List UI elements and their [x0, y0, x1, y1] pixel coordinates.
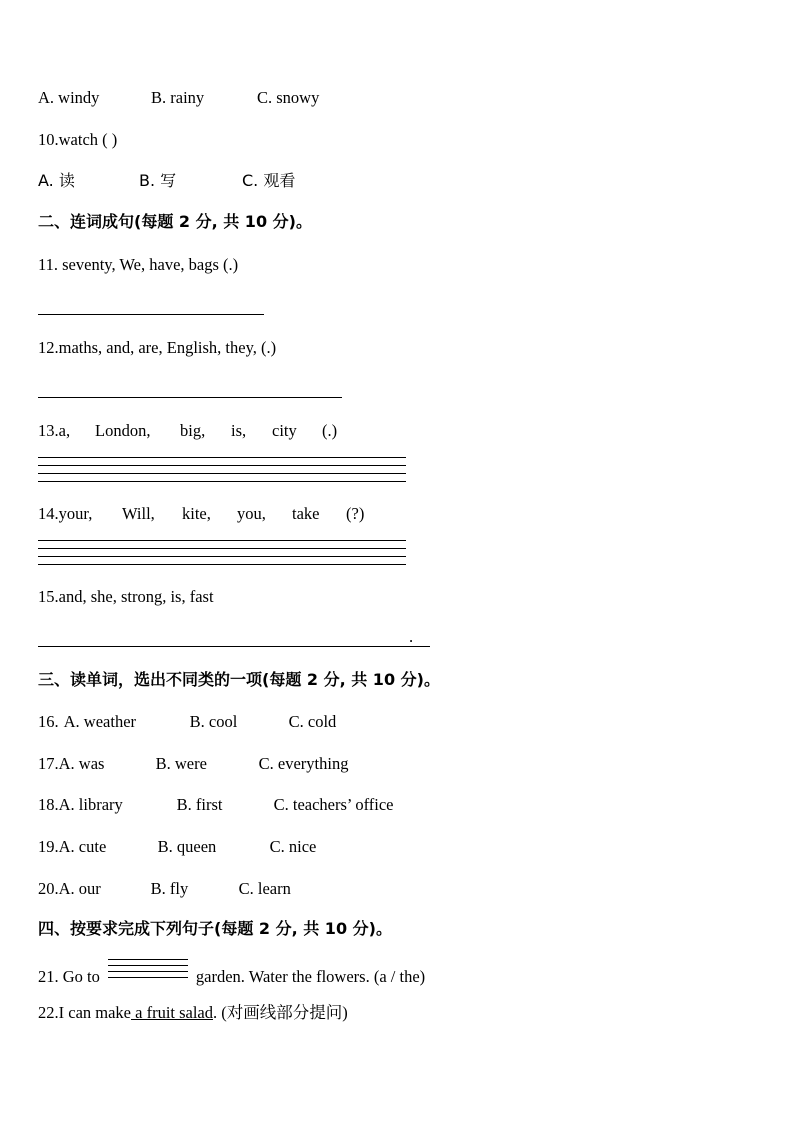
q9-option-a: A. windy: [38, 88, 100, 107]
q13-word: city: [272, 421, 297, 440]
q19-option-b: B. queen: [157, 837, 217, 856]
q9-option-c: C. snowy: [257, 88, 320, 107]
q18-option-b: B. first: [176, 795, 223, 814]
q21-prefix: 21. Go to: [38, 967, 100, 986]
q18-row: [38, 795, 394, 815]
q19-option-c: C. nice: [269, 837, 317, 856]
q21-row: [38, 967, 425, 988]
q10-option-a: A. 读: [38, 171, 75, 190]
q19-number: 19.: [38, 837, 59, 856]
q14-word: you,: [237, 504, 266, 523]
q16-option-c: C. cold: [288, 712, 337, 731]
q22-suffix: . (对画线部分提问): [213, 1003, 348, 1022]
q14-word: Will,: [122, 504, 155, 523]
q9-options: [38, 88, 319, 108]
q11-text: 11. seventy, We, have, bags (.): [38, 255, 239, 274]
q17-option-c: C. everything: [258, 754, 349, 773]
q14-answer-line: [38, 564, 406, 565]
q14-word: (?): [346, 504, 365, 523]
q20-option-b: B. fly: [150, 879, 189, 898]
q20-row: [38, 879, 291, 899]
q13-word: London,: [95, 421, 151, 440]
q15-answer-line: [38, 646, 430, 647]
q17-option-b: B. were: [155, 754, 207, 773]
q12-text: 12.maths, and, are, English, they, (.): [38, 338, 277, 357]
q14-answer-line: [38, 548, 406, 549]
section-2-heading: 二、连词成句(每题 2 分, 共 10 分)。: [38, 212, 312, 231]
q16-option-b: B. cool: [189, 712, 238, 731]
q11-answer-line: [38, 314, 264, 315]
q22-underlined-phrase: a fruit salad: [131, 1003, 214, 1022]
q13-word: 13.a,: [38, 421, 71, 440]
q13-text: [38, 421, 337, 441]
q18-option-c: C. teachers’ office: [273, 795, 394, 814]
q14-answer-line: [38, 556, 406, 557]
q22-prefix: 22.I can make: [38, 1003, 131, 1022]
q14-answer-line: [38, 540, 406, 541]
q21-suffix: garden. Water the flowers. (a / the): [195, 967, 426, 986]
q18-number: 18.: [38, 795, 59, 814]
section-4-heading: 四、按要求完成下列句子(每题 2 分, 共 10 分)。: [38, 919, 392, 938]
q13-answer-line: [38, 473, 406, 474]
q15-period: .: [409, 627, 414, 646]
q13-answer-line: [38, 481, 406, 482]
q14-word: take: [292, 504, 320, 523]
q20-option-c: C. learn: [238, 879, 291, 898]
q14-text: [38, 504, 364, 524]
q20-option-a: A. our: [58, 879, 101, 898]
q16-number: 16.: [38, 712, 59, 731]
q10-options: [38, 171, 295, 191]
q9-option-b: B. rainy: [151, 88, 205, 107]
q13-word: big,: [180, 421, 206, 440]
q10-option-b: B. 写: [139, 171, 177, 190]
q16-option-a: A. weather: [63, 712, 137, 731]
q20-number: 20.: [38, 879, 59, 898]
q15-text: 15.and, she, strong, is, fast: [38, 587, 214, 606]
q16-row: [38, 712, 336, 732]
q10-stem: 10.watch ( ): [38, 130, 118, 149]
q14-word: 14.your,: [38, 504, 93, 523]
q12-answer-line: [38, 397, 342, 398]
q10-option-c: C. 观看: [242, 171, 296, 190]
q17-option-a: A. was: [58, 754, 105, 773]
q13-answer-line: [38, 465, 406, 466]
q17-row: [38, 754, 348, 774]
q19-option-a: A. cute: [58, 837, 107, 856]
q13-word: is,: [231, 421, 247, 440]
q17-number: 17.: [38, 754, 59, 773]
q22-row: [38, 1003, 348, 1023]
q13-answer-line: [38, 457, 406, 458]
section-3-heading: 三、读单词，选出不同类的一项(每题 2 分, 共 10 分)。: [38, 670, 440, 689]
q13-word: (.): [322, 421, 338, 440]
q19-row: [38, 837, 316, 857]
q14-word: kite,: [182, 504, 211, 523]
q18-option-a: A. library: [58, 795, 123, 814]
q21-blank: [108, 968, 188, 988]
